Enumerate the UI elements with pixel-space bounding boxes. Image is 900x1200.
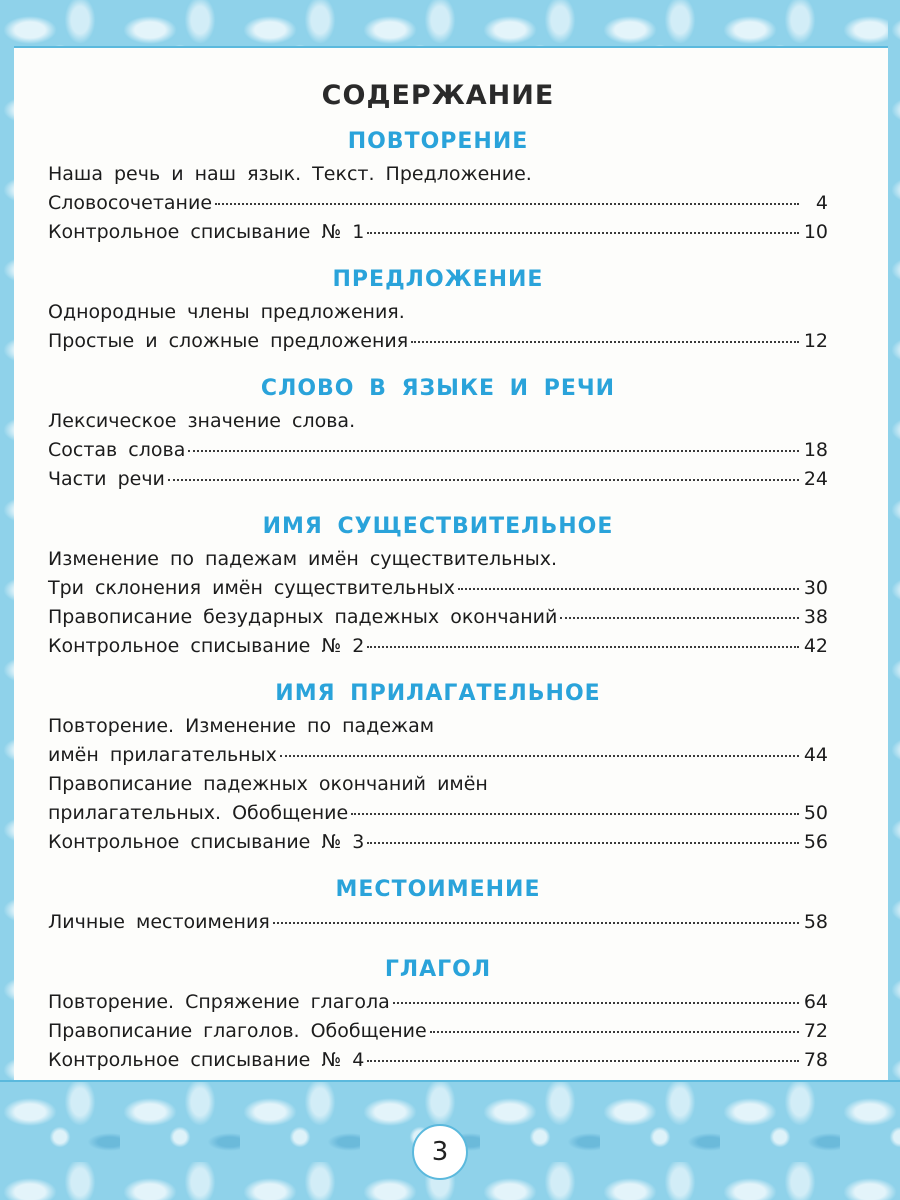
entry-leader-row bbox=[48, 908, 828, 937]
entry-title: Части речи bbox=[48, 468, 165, 490]
toc-entry[interactable] bbox=[48, 218, 828, 247]
entry-title: Контрольное списывание № 4 bbox=[48, 1049, 365, 1071]
dot-leader bbox=[367, 232, 799, 234]
toc-entry[interactable] bbox=[48, 407, 828, 465]
section-title: ГЛАГОЛ bbox=[384, 957, 492, 982]
section-title: ПРЕДЛОЖЕНИЕ bbox=[332, 267, 544, 292]
entry-leader-row bbox=[48, 632, 828, 661]
dot-leader bbox=[215, 203, 799, 205]
toc-entry[interactable] bbox=[48, 908, 828, 937]
table-of-contents bbox=[48, 70, 828, 1095]
entry-page-number: 12 bbox=[803, 330, 828, 352]
section-title: МЕСТОИМЕНИЕ bbox=[335, 877, 541, 902]
toc-entry[interactable] bbox=[48, 1017, 828, 1046]
entry-page-number: 4 bbox=[815, 192, 828, 214]
dot-leader bbox=[393, 1002, 799, 1004]
entry-title: Контрольное списывание № 2 bbox=[48, 635, 365, 657]
entry-leader-row bbox=[48, 1046, 828, 1075]
entry-leader-row bbox=[48, 327, 828, 356]
entry-page-number: 78 bbox=[803, 1049, 828, 1071]
section-title: ИМЯ СУЩЕСТВИТЕЛЬНОЕ bbox=[262, 514, 614, 539]
entry-page-number: 56 bbox=[803, 831, 828, 853]
toc-entry[interactable] bbox=[48, 770, 828, 828]
entry-title: Простые и сложные предложения bbox=[48, 330, 409, 352]
section-title: ПОВТОРЕНИЕ bbox=[347, 129, 529, 154]
toc-entry[interactable] bbox=[48, 988, 828, 1017]
toc-entry[interactable] bbox=[48, 828, 828, 857]
toc-section bbox=[48, 957, 828, 1075]
dot-leader bbox=[168, 479, 799, 481]
toc-section bbox=[48, 681, 828, 857]
toc-entry[interactable] bbox=[48, 465, 828, 494]
dot-leader bbox=[367, 842, 799, 844]
entry-leader-row bbox=[48, 1017, 828, 1046]
toc-section bbox=[48, 877, 828, 937]
entry-leader-row bbox=[48, 465, 828, 494]
entry-text-line: Повторение. Изменение по падежам bbox=[48, 715, 435, 737]
entry-text-line: Однородные члены предложения. bbox=[48, 301, 405, 323]
entry-leader-row bbox=[48, 741, 828, 770]
left-ornament-border bbox=[0, 0, 14, 1200]
page-title: СОДЕРЖАНИЕ bbox=[321, 80, 555, 111]
toc-entry[interactable] bbox=[48, 1046, 828, 1075]
entry-text-line: Изменение по падежам имён существительных. bbox=[48, 548, 558, 570]
entry-leader-row bbox=[48, 988, 828, 1017]
entry-page-number: 72 bbox=[803, 1020, 828, 1042]
toc-entry[interactable] bbox=[48, 298, 828, 356]
entry-title: Контрольное списывание № 3 bbox=[48, 831, 365, 853]
toc-section bbox=[48, 129, 828, 247]
dot-leader bbox=[351, 813, 799, 815]
toc-section bbox=[48, 376, 828, 494]
toc-section bbox=[48, 514, 828, 661]
entry-title: Словосочетание bbox=[48, 192, 213, 214]
dot-leader bbox=[430, 1031, 799, 1033]
entry-page-number: 42 bbox=[803, 635, 828, 657]
entry-leader-row bbox=[48, 436, 828, 465]
right-ornament-border bbox=[888, 0, 900, 1200]
entry-title: Повторение. Спряжение глагола bbox=[48, 991, 390, 1013]
toc-entry[interactable] bbox=[48, 545, 828, 603]
toc-sections bbox=[48, 129, 828, 1075]
dot-leader bbox=[560, 617, 799, 619]
entry-title: Правописание глаголов. Обобщение bbox=[48, 1020, 427, 1042]
entry-page-number: 50 bbox=[803, 802, 828, 824]
dot-leader bbox=[411, 341, 799, 343]
entry-page-number: 58 bbox=[803, 911, 828, 933]
entry-title: имён прилагательных bbox=[48, 744, 277, 766]
entry-leader-row bbox=[48, 574, 828, 603]
dot-leader bbox=[458, 588, 799, 590]
section-title: СЛОВО В ЯЗЫКЕ И РЕЧИ bbox=[260, 376, 616, 401]
entry-page-number: 18 bbox=[803, 439, 828, 461]
entry-leader-row bbox=[48, 828, 828, 857]
toc-entry[interactable] bbox=[48, 632, 828, 661]
entry-title: Контрольное списывание № 1 bbox=[48, 221, 365, 243]
entry-title: Личные местоимения bbox=[48, 911, 270, 933]
page-number: 3 bbox=[412, 1124, 468, 1180]
entry-text-line: Правописание падежных окончаний имён bbox=[48, 773, 488, 795]
entry-leader-row bbox=[48, 603, 828, 632]
toc-entry[interactable] bbox=[48, 160, 828, 218]
toc-entry[interactable] bbox=[48, 603, 828, 632]
entry-text-line: Лексическое значение слова. bbox=[48, 410, 356, 432]
dot-leader bbox=[367, 1060, 799, 1062]
entry-leader-row bbox=[48, 799, 828, 828]
section-title: ИМЯ ПРИЛАГАТЕЛЬНОЕ bbox=[275, 681, 601, 706]
entry-text-line: Наша речь и наш язык. Текст. Предложение. bbox=[48, 163, 532, 185]
entry-title: Правописание безударных падежных окончаний bbox=[48, 606, 558, 628]
entry-page-number: 64 bbox=[803, 991, 828, 1013]
entry-title: Три склонения имён существительных bbox=[48, 577, 456, 599]
entry-page-number: 30 bbox=[803, 577, 828, 599]
entry-page-number: 10 bbox=[803, 221, 828, 243]
top-ornament-border bbox=[0, 0, 900, 48]
toc-entry[interactable] bbox=[48, 712, 828, 770]
entry-page-number: 38 bbox=[803, 606, 828, 628]
entry-title: Состав слова bbox=[48, 439, 186, 461]
entry-leader-row bbox=[48, 218, 828, 247]
dot-leader bbox=[367, 646, 799, 648]
dot-leader bbox=[280, 755, 799, 757]
entry-title: прилагательных. Обобщение bbox=[48, 802, 349, 824]
entry-page-number: 44 bbox=[803, 744, 828, 766]
entry-page-number: 24 bbox=[803, 468, 828, 490]
dot-leader bbox=[188, 450, 799, 452]
entry-leader-row bbox=[48, 189, 828, 218]
toc-section bbox=[48, 267, 828, 356]
dot-leader bbox=[273, 922, 799, 924]
